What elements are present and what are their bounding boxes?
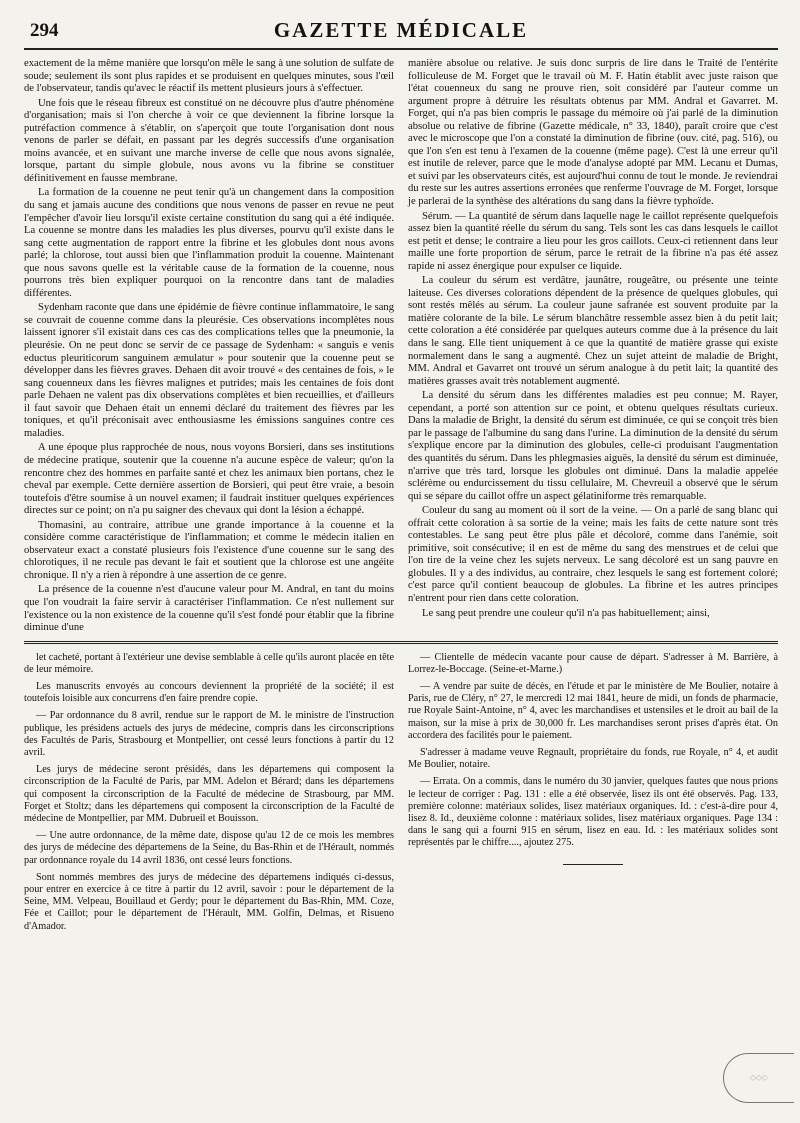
article-paragraph: exactement de la même manière que lorsqu'on mêle le sang à une solution de sulfate de soude; seulement ils sont plus rapides et se produisent en quelques minutes, sous l'œil de l'observateur, tandis qu'avec le réactif ils mettent plusieurs jours à s'effectuer. xyxy=(24,58,394,95)
article-paragraph: A une époque plus rapprochée de nous, nous voyons Borsieri, dans ses institutions de médecine pratique, soutenir que la couenne n'a aucune espèce de valeur; qu'on la rencontre chez des hommes en parfaite santé et chez les animaux bien portans, chez le cheval par exemple. Cette dernière assertion de Borsieri, qui peut être vraie, a besoin toutefois d'être soumise à un nouvel examen; il faudrait instituer quelques expériences directes sur ce point; on n'a pu saigner des chevaux qui dont la lésion a échappé. xyxy=(24,442,394,517)
left-column xyxy=(24,58,394,635)
notice-paragraph: S'adresser à madame veuve Regnault, propriétaire du fonds, rue Royale, n° 4, et audit Me Boulier, notaire. xyxy=(408,747,778,771)
page-number: 294 xyxy=(30,20,59,41)
article-paragraph: Sérum. — La quantité de sérum dans laquelle nage le caillot représente quelquefois assez bien la quantité réelle du sérum du sang. Tels sont les cas dans lesquels le caillot est petit et dense; le contraire a lieu pour les gros caillots. Ceux-ci retiennent dans leur maille une forte proportion de sérum, parce le retrait de la fibrine n'a pas été assez rapide ni assez énergique pour expulser ce liquide. xyxy=(408,210,778,272)
notice-paragraph: — Clientelle de médecin vacante pour cause de départ. S'adresser à M. Barrière, à Lorrez-le-Boccage. (Seine-et-Marne.) xyxy=(408,651,778,675)
library-stamp: ◌◌◌ xyxy=(723,1053,794,1103)
notice-paragraph: let cacheté, portant à l'extérieur une devise semblable à celle qu'ils auront placée en tête de leur mémoire. xyxy=(24,651,394,675)
article-paragraph: La présence de la couenne n'est d'aucune valeur pour M. Andral, en tant du moins que l'on voudrait la faire servir à caractériser l'inflammation. Ce n'est nullement sur l'existence ou la non existence de la couenne qu'il s'est fondé pour établir que la fibrine diminue d'une xyxy=(24,584,394,634)
notices-columns xyxy=(24,652,778,933)
article-paragraph: Sydenham raconte que dans une épidémie de fièvre continue inflammatoire, le sang se couvrait de couenne comme dans la pleurésie. Ces observations incomplètes nous laissent ignorer s'il existait dans ces cas des complications telles que la pneumonie, la pleurésie. On ne peut donc se servir de ce passage de Sydenham: « sanguis e venis eductus pleuriticorum sanguinem æmulatur » pour soutenir que la couenne peut se développer dans les fièvres graves. Dehaen dit avoir trouvé « des centaines de fois, » le sang couenneux dans les fièvres malignes et putrides; mais les centaines de fois dont parle Dehaen ne valent pas dix observations complètes et bien recueillies, et d'ailleurs il faut savoir que Dehaen était un ennemi déclaré du traitement des fièvres par les toniques, et qu'il préconisait avec enthousiasme les émissions sanguines contre ces maladies. xyxy=(24,302,394,439)
notices-right-column xyxy=(408,652,778,933)
article-paragraph: manière absolue ou relative. Je suis donc surpris de lire dans le Traité de l'entérite folliculeuse de M. Forget que le travail où M. F. Hatin établit avec juste raison que l'état couenneux du sang ne prouve rien, soit considéré par l'auteur comme un argument propre à détruire les résultats obtenus par MM. Andral et Gavarret. M. Forget, qui n'a pas bien compris le passage du mémoire où j'ai parlé de la diminution absolue ou relative de fibrine (Gazette médicale, n° 33, 1840), paraît croire que c'est avec le microscope que l'on a constaté la diminution de fibrine (ouv. cité, pag. 516), ou que l'on s'en est tenu à l'examen de la couenne (même page). C'est là une erreur qu'il est inutile de relever, parce que le mode d'analyse adopté par MM. Lecanu et Dumas, et suivi par les observateurs cités, est aujourd'hui connu de tout le monde. Je reviendrai du reste sur les autres assertions erronées que renferme l'ouvrage de M. Forget, lorsque je parlerai de la synthèse des altérations du sang dans la fièvre typhoïde. xyxy=(408,58,778,208)
notice-paragraph: — A vendre par suite de décès, en l'étude et par le ministère de Me Boulier, notaire à Paris, rue de Cléry, n° 27, le mercredi 12 mai 1841, heure de midi, un fonds de pharmacie, rue Royale Saint-Antoine, n° 4, avec les marchandises et ustensiles et le droit au bail de la maison, sur la mise à prix de 30,000 fr. Les marchandises seront prises d'après état. On accordera des facilités pour le paiement. xyxy=(408,681,778,741)
notice-paragraph: Les manuscrits envoyés au concours deviennent la propriété de la société; il est toutefois loisible aux concurrens d'en faire prendre copie. xyxy=(24,681,394,705)
article-paragraph: La densité du sérum dans les différentes maladies est peu connue; M. Rayer, cependant, a porté son attention sur ce point, et obtenu quelques résultats curieux. Dans la maladie de Bright, la densité du sérum est diminuée, ce qui se conçoit très bien par le passage de l'albumine du sang dans l'urine. La diminution de la densité du sérum s'explique encore par la diminution des globules, celle-ci produisant l'augmentation des quantités du sérum. Dans les phlegmasies aiguës, la densité du sérum est diminuée, n'arrive que très tard, lorsque les globules ont diminué. Dans la maladie appelée sclérème ou endurcissement du tissu cellulaire, M. Chevreuil a observé que le sérum qui se sépare du caillot offre un aspect gélatiniforme très remarquable. xyxy=(408,390,778,502)
right-column xyxy=(408,58,778,635)
journal-title: GAZETTE MÉDICALE xyxy=(273,18,529,42)
notices-left-column xyxy=(24,652,394,933)
masthead xyxy=(24,18,778,50)
section-divider xyxy=(24,641,778,644)
notice-paragraph: Sont nommés membres des jurys de médecine des départemens indiqués ci-dessus, pour entrer en exercice à ce titre à partir du 12 avril, savoir : pour le département de la Seine, MM. Velpeau, Bouillaud et Gerdy; pour le département du Bas-Rhin, MM. Coze, Fée et Caillot; pour le département de l'Hérault, MM. Golfin, Delmas, et Risueno d'Amador. xyxy=(24,871,394,932)
article-paragraph: Une fois que le réseau fibreux est constitué on ne découvre plus d'autre phénomène d'organisation; mais si l'on cherche à voir ce que deviennent la fibrine lorsque la putréfaction commence à s'établir, on s'aperçoit que toute l'organisation dont nous venons de parler se défait, en passant par les degrés successifs d'une organisation moins avancée, et en suivant une marche inverse de celle que nous avons signalée, lorsque, partant du simple globule, nous avons vu la fibrine se constituer définitivement en fausse membrane. xyxy=(24,97,394,184)
notice-paragraph: — Errata. On a commis, dans le numéro du 30 janvier, quelques fautes que nous prions le lecteur de corriger : Pag. 131 : elle a été observée, lisez ils ont été observés. Pag. 133, première colonne: matériaux solides, lisez matériaux organiques. Id. : c'est-à-dire pour 4, lisez 8. Id., deuxième colonne : matériaux solides, lisez matériaux organiques. Page 134 : dans le sang qui a fourni 915 en sérum, lisez en eau. Id. : les matériaux solides sont représentés par le chiffre...., ajoutez 275. xyxy=(408,776,778,849)
main-columns xyxy=(24,58,778,635)
article-paragraph: La couleur du sérum est verdâtre, jaunâtre, rougeâtre, ou présente une teinte laiteuse. Ces diverses colorations dépendent de la présence de quelques globules, qui sont restés mêlés au sérum. La couleur jaune safranée est souvent produite par la matière colorante de la bile. Le sérum blanchâtre ressemble assez bien à du petit lait; cette coloration a été considérée par quelques auteurs comme due à la présence du lait dans le sang. Elle tient uniquement à ce que la quantité de matière grasse qui existe normalement dans le sang a augmenté. Chez un sujet atteint de maladie de Bright, MM. Andral et Gavarret ont trouvé un sérum analogue à du petit lait; la quantité des matières grasses avait très notablement augmenté. xyxy=(408,275,778,387)
article-paragraph: Couleur du sang au moment où il sort de la veine. — On a parlé de sang blanc qui offrait cette coloration à sa sortie de la veine; mais les faits de cette nature sont très contestables. Le sang peut être plus pâle et décoloré, comme dans l'anémie, soit primitive, soit consécutive; il en est de même du sang des menstrues et de celui que l'on tire de la veine chez les sujets nerveux. Le sang décoloré est un sang pauvre en globules. Il y a des individus, au contraire, chez lesquels le sang est fortement coloré; c'est parce qu'il contient beaucoup de globules. La fibrine et les autres principes n'entrent pour rien dans cette coloration. xyxy=(408,505,778,604)
article-paragraph: La formation de la couenne ne peut tenir qu'à un changement dans la composition du sang et jamais aucune des conditions que nous venons de passer en revue ne peut l'empêcher d'avoir lieu lorsqu'il existe certaine constitution du sang qui a été indiquée. La couenne se montre dans les maladies les plus diverses, pourvu qu'il existe dans le sang cette augmentation de rapport entre la fibrine et les globules dont nous avons parlé; la chlorose, tout aussi bien que l'inflammation produit la couenne. Maintenant que nous savons quelle est la véritable cause de la formation de la couenne, nous pourrons très bien expliquer pourquoi on la rencontre dans tant de maladies différentes. xyxy=(24,187,394,299)
article-paragraph: Le sang peut prendre une couleur qu'il n'a pas habituellement; ainsi, xyxy=(422,607,710,619)
article-paragraph: Thomasini, au contraire, attribue une grande importance à la couenne et la considère comme caractéristique de l'inflammation; et comme le médecin italien en observateur exact a constaté plusieurs fois l'existence d'une couenne sur le sang des chlorotiques, il ne recule pas devant le fait et soutient que la chlorose est une angéite chronique. Il n'y a rien à répondre à une assertion de ce genre. xyxy=(24,519,394,581)
notice-paragraph: Les jurys de médecine seront présidés, dans les départemens qui composent la circonscription de la Faculté de Paris, par MM. Adelon et Bérard; dans les départemens qui composent la circonscription de la Faculté de médecine de Strasbourg, par MM. Forget et Stoltz; dans les départemens qui composent la circonscription de la Faculté de médecine de Montpellier, par MM. Dubrueil et Bouisson. xyxy=(24,764,394,825)
notice-paragraph: — Par ordonnance du 8 avril, rendue sur le rapport de M. le ministre de l'instruction publique, les présidens actuels des jurys de médecine, compris dans les circonscriptions des Facultés de Paris, Strasbourg et Montpellier, ont cessé leurs fonctions à partir du 12 avril. xyxy=(24,710,394,759)
closing-rule xyxy=(563,864,623,865)
notice-paragraph: — Une autre ordonnance, de la même date, dispose qu'au 12 de ce mois les membres des jurys de médecine des départemens de la Seine, du Bas-Rhin et de l'Hérault, nommés par ordonnance royale du 14 avril 1836, ont cessé leurs fonctions. xyxy=(24,830,394,866)
